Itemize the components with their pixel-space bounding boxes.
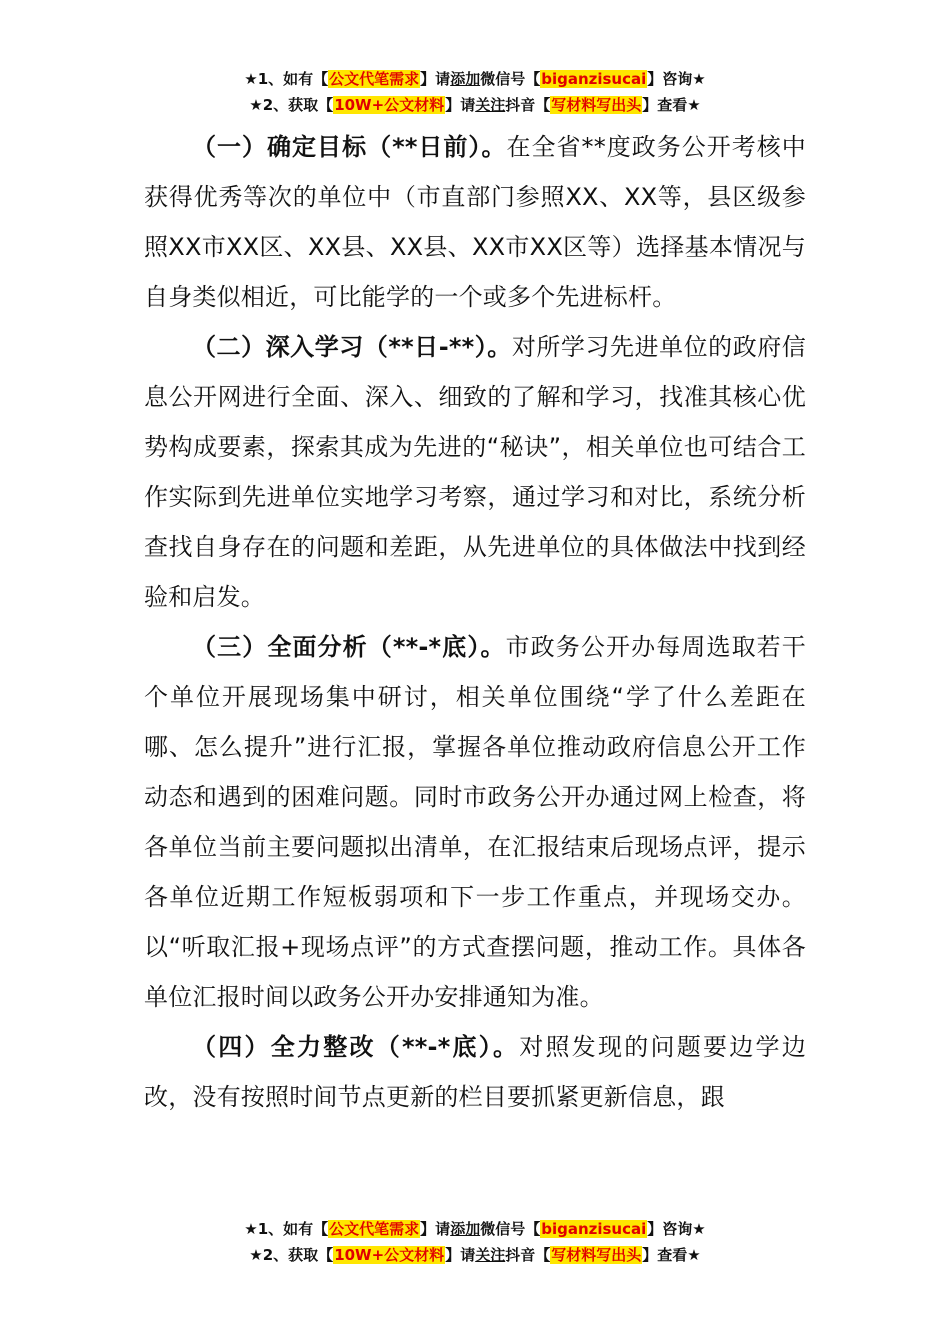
banner-text: 微信号【	[480, 1220, 541, 1238]
banner-highlight: 10W+公文材料	[334, 96, 445, 114]
paragraph-text: 市政务公开办每周选取若干个单位开展现场集中研讨，相关单位围绕“学了什么差距在哪、怎么提升”进行汇报，掌握各单位推动政府信息公开工作动态和遇到的困难问题。同时市政务公开办通过网上检查，将各单位当前主要问题拟出清单，在汇报结束后现场点评，提示各单位近期工作短板弱项和下一步工作重点，并现场交办。以“听取汇报+现场点评”的方式查摆问题，推动工作。具体各单位汇报时间以政务公开办安排通知为准。	[144, 633, 806, 1011]
banner-text: 】请	[445, 1246, 476, 1264]
banner-text: ★2、获取【	[249, 1246, 334, 1264]
banner-emphasis: 添加	[450, 70, 481, 88]
banner-text: ★2、获取【	[249, 96, 334, 114]
paragraph-4	[144, 1022, 806, 1122]
banner-highlight: 写材料写出头	[551, 1246, 642, 1264]
banner-text: 抖音【	[505, 96, 551, 114]
header-banner	[0, 66, 950, 118]
banner-emphasis: 关注	[475, 96, 506, 114]
banner-text: 】请	[445, 96, 476, 114]
paragraph-text: 对所学习先进单位的政府信息公开网进行全面、深入、细致的了解和学习，找准其核心优势构成要素，探索其成为先进的“秘诀”，相关单位也可结合工作实际到先进单位实地学习考察，通过学习和对比，系统分析查找自身存在的问题和差距，从先进单位的具体做法中找到经验和启发。	[144, 333, 806, 611]
paragraph-text: 对照发现的问题要边学边改，没有按照时间节点更新的栏目要抓紧更新信息，跟	[144, 1033, 806, 1111]
paragraph-heading: （四）全力整改（**-*底）。	[192, 1033, 520, 1061]
header-banner-line-1	[0, 66, 950, 92]
paragraph-heading: （一）确定目标（**日前）。	[192, 133, 507, 161]
banner-text: 】查看★	[642, 1246, 701, 1264]
banner-text: 】咨询★	[647, 1220, 706, 1238]
banner-highlight: biganzisucai	[541, 1220, 647, 1238]
banner-highlight: biganzisucai	[541, 70, 647, 88]
header-banner-line-2	[0, 92, 950, 118]
banner-text: 】请	[420, 1220, 451, 1238]
paragraph-3	[144, 622, 806, 1022]
document-body	[144, 122, 806, 1122]
paragraph-2	[144, 322, 806, 622]
paragraph-heading: （二）深入学习（**日-**）。	[192, 333, 512, 361]
banner-text: 微信号【	[480, 70, 541, 88]
banner-highlight: 写材料写出头	[551, 96, 642, 114]
paragraph-text: 在全省**度政务公开考核中获得优秀等次的单位中（市直部门参照XX、XX等，县区级参照XX市XX区、XX县、XX县、XX市XX区等）选择基本情况与自身类似相近，可比能学的一个或多个先进标杆。	[144, 133, 806, 311]
footer-banner-line-2	[0, 1242, 950, 1268]
banner-text: 】咨询★	[647, 70, 706, 88]
banner-text: 抖音【	[505, 1246, 551, 1264]
banner-text: 】查看★	[642, 96, 701, 114]
banner-emphasis: 关注	[475, 1246, 506, 1264]
banner-emphasis: 添加	[450, 1220, 481, 1238]
footer-banner	[0, 1216, 950, 1268]
paragraph-heading: （三）全面分析（**-*底）。	[192, 633, 506, 661]
banner-highlight: 公文代笔需求	[329, 70, 420, 88]
banner-text: ★1、如有【	[244, 1220, 329, 1238]
footer-banner-line-1	[0, 1216, 950, 1242]
banner-highlight: 10W+公文材料	[334, 1246, 445, 1264]
banner-text: ★1、如有【	[244, 70, 329, 88]
paragraph-1	[144, 122, 806, 322]
banner-text: 】请	[420, 70, 451, 88]
banner-highlight: 公文代笔需求	[329, 1220, 420, 1238]
